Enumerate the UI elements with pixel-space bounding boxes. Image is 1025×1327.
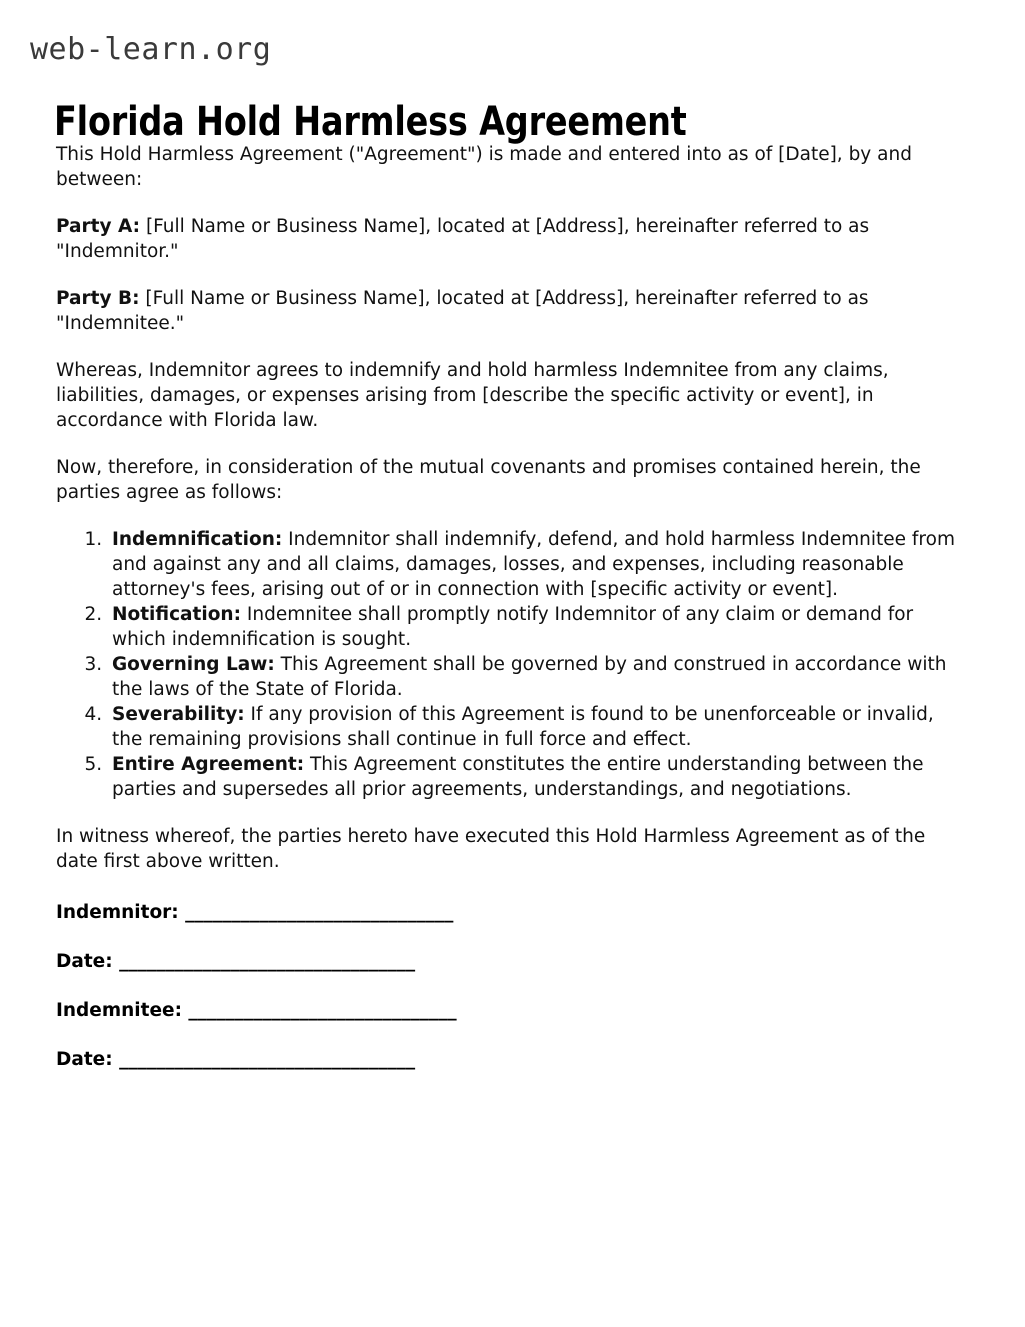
signature-label: Indemnitee: — [56, 1000, 182, 1021]
document-body — [56, 142, 968, 1072]
paragraph-party-b — [56, 286, 968, 336]
list-item — [108, 602, 968, 652]
paragraph-whereas: Whereas, Indemnitor agrees to indemnify and hold harmless Indemnitee from any claims, liabilities, damages, or expenses arising from [describe the specific activity or event], in accordance with Florida law. — [56, 360, 889, 431]
party-b-text: [Full Name or Business Name], located at [Address], hereinafter referred to as "Indemnitee." — [56, 288, 869, 334]
paragraph-now-therefore: Now, therefore, in consideration of the mutual covenants and promises contained herein, the parties agree as follows: — [56, 457, 921, 503]
page-title: Florida Hold Harmless Agreement — [54, 98, 687, 145]
list-item — [108, 652, 968, 702]
signature-line-date-2 — [56, 1047, 968, 1072]
term-label: Governing Law: — [112, 654, 275, 675]
party-a-label: Party A: — [56, 216, 141, 237]
signature-line-indemnitee — [56, 998, 968, 1023]
terms-list — [56, 527, 968, 802]
party-b-label: Party B: — [56, 288, 140, 309]
party-a-text: [Full Name or Business Name], located at [Address], hereinafter referred to as "Indemnitor." — [56, 216, 870, 262]
term-text: Indemnitee shall promptly notify Indemnitor of any claim or demand for which indemnification is sought. — [112, 604, 914, 650]
term-label: Entire Agreement: — [112, 754, 305, 775]
paragraph-intro: This Hold Harmless Agreement ("Agreement") is made and entered into as of [Date], by and between: — [56, 144, 912, 190]
signature-rule[interactable]: ________________________________ — [112, 1049, 416, 1070]
term-text: Indemnitor shall indemnify, defend, and hold harmless Indemnitee from and against any and all claims, damages, losses, and expenses, including reasonable attorney's fees, arising out of or in connection with [specific activity or event]. — [112, 529, 955, 600]
term-label: Notification: — [112, 604, 242, 625]
paragraph-witness: In witness whereof, the parties hereto have executed this Hold Harmless Agreement as of the date first above written. — [56, 826, 926, 872]
list-item — [108, 702, 968, 752]
term-text: This Agreement constitutes the entire understanding between the parties and supersedes all prior agreements, understandings, and negotiations. — [112, 754, 924, 800]
term-label: Severability: — [112, 704, 245, 725]
signature-label: Date: — [56, 951, 113, 972]
list-item — [108, 527, 968, 602]
signature-rule[interactable]: _____________________________ — [181, 1000, 457, 1021]
signature-label: Date: — [56, 1049, 113, 1070]
paragraph-party-a — [56, 214, 968, 264]
signature-label: Indemnitor: — [56, 902, 179, 923]
signature-rule[interactable]: ________________________________ — [112, 951, 416, 972]
term-text: If any provision of this Agreement is found to be unenforceable or invalid, the remaining provisions shall continue in full force and effect. — [112, 704, 934, 750]
term-text: This Agreement shall be governed by and construed in accordance with the laws of the State of Florida. — [112, 654, 947, 700]
signature-block — [56, 900, 968, 1072]
list-item — [108, 752, 968, 802]
signature-rule[interactable]: _____________________________ — [178, 902, 454, 923]
term-label: Indemnification: — [112, 529, 283, 550]
signature-line-indemnitor — [56, 900, 968, 925]
site-brand-watermark: web-learn.org — [30, 32, 272, 67]
signature-line-date-1 — [56, 949, 968, 974]
